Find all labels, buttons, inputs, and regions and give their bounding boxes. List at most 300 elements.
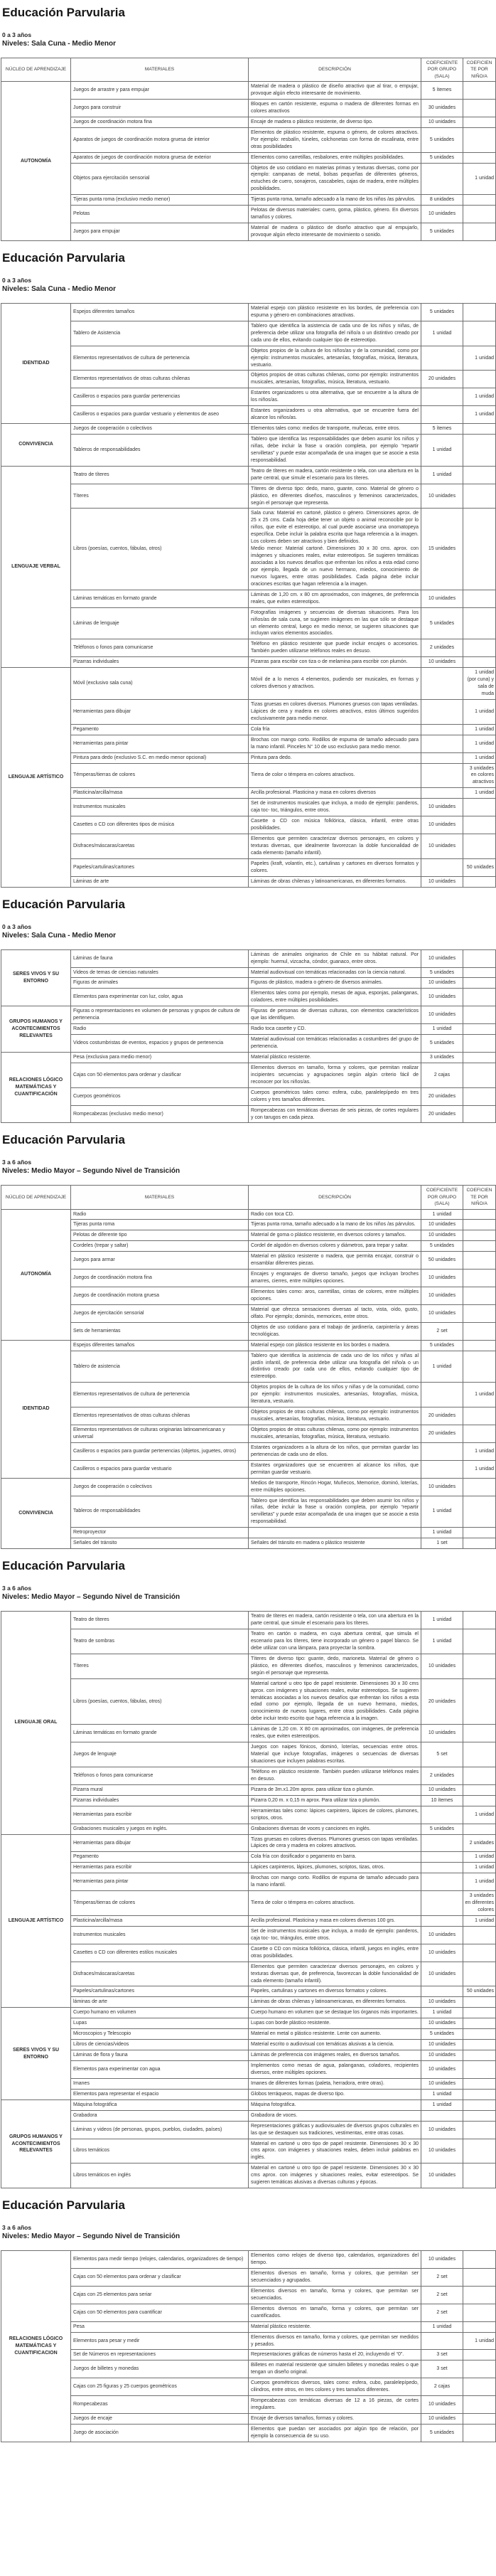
description-cell: Objetos propios de otras culturas chilenas, como por ejemplo: instrumentos musicales, artesanías, fotografías, música, literatura, vestuario.	[249, 371, 421, 388]
per-child-quantity-cell: 1 unidad	[463, 388, 496, 406]
description-cell: Tizas gruesas en colores diversos. Plumones gruesos con tapas ventiladas. Lápices de cera y madera en colores atractivos.	[249, 1834, 421, 1852]
per-group-quantity-cell: 1 unidad	[421, 435, 463, 467]
table-row	[1, 2350, 496, 2361]
nucleo-cell: LENGUAJE ARTÍSTICO	[1, 668, 71, 887]
per-child-quantity-cell	[463, 2396, 496, 2414]
table-row	[1, 1629, 496, 1654]
per-group-quantity-cell: 5 ítemes	[421, 82, 463, 100]
per-group-quantity-cell: 20 unidades	[421, 1407, 463, 1425]
per-group-quantity-cell: 10 unidades	[421, 1725, 463, 1742]
material-cell: Libros (poesías, cuentos, fábulas, otros)	[71, 509, 249, 590]
description-cell: Títeres de diverso tipo: dedo, mano, guante, cono. Material de género o plástico, en diferentes diseños, masculinos y femeninos caracterizados, según el personaje que representa.	[249, 484, 421, 509]
table-row	[1, 1252, 496, 1270]
per-child-quantity-cell	[463, 1997, 496, 2008]
per-child-quantity-cell	[463, 2099, 496, 2110]
per-group-quantity-cell	[421, 1863, 463, 1873]
per-child-quantity-cell: 1 unidad	[463, 1806, 496, 1824]
per-group-quantity-cell: 1 unidad	[421, 1629, 463, 1654]
description-cell: Elementos que permiten caracterizar diversos personajes, en colores y texturas diversas, que idealmente favorezcan la doble funcionalidad de cada elemento (tamaño infantil).	[249, 834, 421, 859]
material-cell: Señales del tránsito	[71, 1538, 249, 1549]
section-age-range: 0 a 3 años	[2, 922, 32, 930]
per-child-quantity-cell	[463, 2040, 496, 2050]
material-cell: Cordeles (trepar y saltar)	[71, 1241, 249, 1252]
per-group-quantity-cell: 10 unidades	[421, 989, 463, 1006]
description-cell: Tijeras punta roma, tamaño adecuado a la mano de los niños /as párvulos.	[249, 195, 421, 206]
per-group-quantity-cell: 10 unidades	[421, 1220, 463, 1230]
column-header: COEFICIENTE POR NIÑO/A	[463, 1186, 496, 1209]
table-row	[1, 699, 496, 724]
description-cell: Material plástico resistente.	[249, 1052, 421, 1063]
description-cell: Cola fría con dosificador o pegamento en barra.	[249, 1852, 421, 1863]
material-cell: Plasticina/arcilla/masa	[71, 788, 249, 799]
table-row	[1, 152, 496, 163]
material-cell: Papeles/cartulinas/cartones	[71, 1986, 249, 1997]
per-group-quantity-cell: 10 unidades	[421, 2050, 463, 2061]
table-row	[1, 223, 496, 241]
table-row	[1, 1612, 496, 1629]
material-cell: Teatro de títeres	[71, 466, 249, 484]
description-cell: Representaciones gráficas de números hasta el 20, incluyendo el “0”.	[249, 2350, 421, 2361]
table-row	[1, 424, 496, 435]
table-row	[1, 1220, 496, 1230]
description-cell: Tijeras punta roma, tamaño adecuado a la mano de los niños /as párvulos.	[249, 1220, 421, 1230]
per-group-quantity-cell: 3 set	[421, 2361, 463, 2378]
material-cell: Juegos de billetes y monedas	[71, 2361, 249, 2378]
per-child-quantity-cell	[463, 949, 496, 967]
table-row	[1, 1784, 496, 1795]
description-cell: Objetos de uso cotidiano para el trabajo de jardinería, carpintería y áreas tecnológicas.	[249, 1322, 421, 1340]
description-cell: Objetos propios de la cultura de los niños/as y de la comunidad, como por ejemplo: instrumentos musicales, artesanías, fotografías, música, literatura, vestuario.	[249, 346, 421, 371]
per-child-quantity-cell	[463, 2110, 496, 2121]
per-group-quantity-cell	[421, 752, 463, 763]
table-row	[1, 816, 496, 834]
per-group-quantity-cell: 5 unidades	[421, 967, 463, 978]
table-row	[1, 1962, 496, 1986]
nucleo-cell: IDENTIDAD	[1, 1340, 71, 1478]
description-cell: Objetos propios de la cultura de los niños y niñas y de la comunidad, como por ejemplo: instrumentos musicales, artesanías, fotografías, música, literatura, vestuario.	[249, 1383, 421, 1407]
description-cell: Brochas con mango corto. Rodillos de espuma de tamaño adecuado para la mano infantil. Pinceles N° 10 de uso exclusivo para medio menor.	[249, 735, 421, 752]
page-title: Educación Parvularia	[2, 250, 125, 265]
per-child-quantity-cell: 1 unidad	[463, 1442, 496, 1460]
description-cell: Encaje de madera o plástico resistente, de diverso tipo.	[249, 117, 421, 127]
description-cell: Representaciones gráficas y audiovisuales de diversos grupos culturales en las que se destaquen sus tradiciones, vestimentas, entre otras cosas.	[249, 2121, 421, 2139]
nucleo-cell: SERES VIVOS Y SU ENTORNO	[1, 949, 71, 1006]
description-cell: Material cartoné u otro tipo de papel resistente. Dimensiones 30 x 30 cms aprox. con imágenes y situaciones reales, evitar estereotipos. Se sugieren temáticas asociadas a los nuevos desafíos que enfrentan los niños a esta edad como por ejemplo, llegada de un nuevo hermano, miedos, conocimiento de nuevos lugares, entre otras posibilidades. Cada página debe incluir texto escrito que haga referencia a la imagen.	[249, 1678, 421, 1725]
column-header: NÚCLEO DE APRENDIZAJE	[1, 1186, 71, 1209]
description-cell: Rompecabezas con temáticas diversas de 12 a 16 piezas, de cortes irregulares.	[249, 2396, 421, 2414]
table-row	[1, 668, 496, 700]
per-group-quantity-cell: 1 set	[421, 1538, 463, 1549]
material-cell: Tableros de responsabilidades	[71, 1496, 249, 1528]
per-child-quantity-cell	[463, 1035, 496, 1053]
material-cell: Láminas de flora y fauna	[71, 2050, 249, 2061]
material-cell: Témperas/tierras de colores	[71, 763, 249, 788]
per-group-quantity-cell	[421, 724, 463, 735]
table-row	[1, 388, 496, 406]
material-cell: Pesa (exclusiva para medio menor)	[71, 1052, 249, 1063]
description-cell: Implementos como mesas de agua, palanganas, coladores, recipientes diversos, entre múltiples opciones.	[249, 2061, 421, 2079]
per-group-quantity-cell: 10 unidades	[421, 1784, 463, 1795]
per-group-quantity-cell: 3 unidades	[421, 1052, 463, 1063]
per-group-quantity-cell: 5 set	[421, 1742, 463, 1767]
per-child-quantity-cell	[463, 1006, 496, 1024]
description-cell: Estantes organizadores a la altura de los niños, que permitan guardar las pertenencias de cada uno de ellos.	[249, 1442, 421, 1460]
table-row	[1, 2414, 496, 2425]
per-child-quantity-cell: 1 unidad	[463, 752, 496, 763]
table-row	[1, 1873, 496, 1891]
per-child-quantity-cell	[463, 2078, 496, 2089]
per-child-quantity-cell	[463, 1425, 496, 1443]
table-row	[1, 735, 496, 752]
description-cell: Rompecabezas con temáticas diversas de seis piezas, de cortes regulares y con tarugos en cada pieza.	[249, 1105, 421, 1123]
description-cell: Medios de transporte, Rincón Hogar, Muñecos, Memorice, dominó, loterías, entre múltiples opciones.	[249, 1478, 421, 1496]
table-row	[1, 989, 496, 1006]
table-row	[1, 1767, 496, 1784]
material-cell: Elementos representativos de cultura de pertenencia	[71, 346, 249, 371]
material-cell: Tablero de asistencia	[71, 1351, 249, 1383]
per-child-quantity-cell	[463, 657, 496, 668]
per-child-quantity-cell: 1 unidad	[463, 1873, 496, 1891]
nucleo-cell: AUTONOMÍA	[1, 1209, 71, 1340]
per-child-quantity-cell	[463, 2139, 496, 2163]
material-cell: Pesa	[71, 2321, 249, 2332]
description-cell: Elementos diversos en tamaño, forma y colores, que permitan ser medidos y pesados.	[249, 2332, 421, 2350]
description-cell: Cordel de algodón en diversos colores y diámetros, para trepar y saltar.	[249, 1241, 421, 1252]
per-child-quantity-cell	[463, 1629, 496, 1654]
table-row	[1, 321, 496, 346]
per-group-quantity-cell: 10 unidades	[421, 799, 463, 816]
description-cell: Cuerpo humano en volumen que se destaque los órganos más importantes.	[249, 2008, 421, 2018]
table-row	[1, 949, 496, 967]
table-row	[1, 978, 496, 989]
table-row	[1, 1241, 496, 1252]
per-group-quantity-cell	[421, 1460, 463, 1478]
description-cell: Elementos como carretillas, resbalones, entre múltiples posibilidades.	[249, 152, 421, 163]
per-group-quantity-cell: 10 unidades	[421, 1230, 463, 1241]
table-row	[1, 1496, 496, 1528]
description-cell: Objetos propios de otras culturas chilenas, como por ejemplo: instrumentos musicales, artesanías, fotografías, música, literatura, vestuario.	[249, 1425, 421, 1443]
table-row	[1, 1915, 496, 1926]
page-title: Educación Parvularia	[2, 6, 125, 19]
per-group-quantity-cell	[421, 858, 463, 876]
table-row	[1, 2332, 496, 2350]
table-body	[1, 2251, 496, 2442]
per-child-quantity-cell	[463, 1052, 496, 1063]
materials-table	[1, 2250, 496, 2442]
description-cell: Papeles, cartulinas y cartones en diversos formatos y colores.	[249, 1986, 421, 1997]
table-body	[1, 949, 496, 1123]
per-group-quantity-cell: 20 unidades	[421, 1105, 463, 1123]
material-cell: Rompecabezas	[71, 2396, 249, 2414]
material-cell: Pizarras individuales	[71, 657, 249, 668]
per-group-quantity-cell: 10 unidades	[421, 1287, 463, 1305]
per-group-quantity-cell	[421, 668, 463, 700]
per-group-quantity-cell: 10 unidades	[421, 2139, 463, 2163]
material-cell: Pegamento	[71, 724, 249, 735]
per-group-quantity-cell: 10 unidades	[421, 1270, 463, 1287]
per-child-quantity-cell	[463, 2414, 496, 2425]
per-child-quantity-cell	[463, 1241, 496, 1252]
material-cell: Juegos de encaje	[71, 2414, 249, 2425]
per-child-quantity-cell	[463, 127, 496, 152]
table-row	[1, 99, 496, 117]
material-cell: Disfraces/máscaras/caretas	[71, 834, 249, 859]
per-child-quantity-cell	[463, 978, 496, 989]
per-child-quantity-cell	[463, 590, 496, 607]
table-row	[1, 117, 496, 127]
section-age-range: 3 a 6 años	[2, 1585, 32, 1592]
material-cell: Libros (poesías, cuentos, fábulas, otros)	[71, 1678, 249, 1725]
per-child-quantity-cell	[463, 1926, 496, 1944]
per-group-quantity-cell: 10 unidades	[421, 834, 463, 859]
material-cell: Instrumentos musicales	[71, 1926, 249, 1944]
section	[1, 1133, 495, 1549]
per-child-quantity-cell	[463, 2378, 496, 2396]
per-group-quantity-cell	[421, 788, 463, 799]
section-age-range: 0 a 3 años	[2, 31, 32, 38]
section-age-range: 3 a 6 años	[2, 2224, 32, 2232]
material-cell: Herramientas para dibujar	[71, 699, 249, 724]
material-cell: Aparatos de juegos de coordinación motora gruesa de interior	[71, 127, 249, 152]
material-cell: Aparatos de juegos de coordinación motora gruesa de exterior	[71, 152, 249, 163]
table-row	[1, 1270, 496, 1287]
table-row	[1, 1852, 496, 1863]
per-child-quantity-cell: 1 unidad	[463, 406, 496, 424]
table-head	[1, 58, 496, 82]
per-group-quantity-cell: 10 unidades	[421, 2163, 463, 2188]
description-cell: Lupas con borde plástico resistente.	[249, 2018, 421, 2029]
material-cell: Objetos para ejercitación sensorial	[71, 163, 249, 195]
description-cell: Pintura para dedo.	[249, 752, 421, 763]
material-cell: Juegos para empujar	[71, 223, 249, 241]
table-row	[1, 1834, 496, 1852]
material-cell: Casettes o CD con diferentes estilos musicales	[71, 1944, 249, 1962]
section-levels: Niveles: Medio Mayor – Segundo Nivel de Transición	[2, 1167, 180, 1176]
section-levels: Niveles: Medio Mayor – Segundo Nivel de Transición	[2, 1593, 180, 1602]
description-cell: Radio con toca CD.	[249, 1209, 421, 1220]
per-child-quantity-cell	[463, 321, 496, 346]
description-cell: Cuerpos geométricos tales como: esfera, cubo, paralelepípedo en tres colores y tres tamaños diferentes.	[249, 1087, 421, 1105]
per-child-quantity-cell	[463, 152, 496, 163]
per-child-quantity-cell	[463, 816, 496, 834]
per-child-quantity-cell	[463, 484, 496, 509]
per-child-quantity-cell	[463, 195, 496, 206]
material-cell: Juego de asociación	[71, 2424, 249, 2442]
material-cell: Juegos de coordinación motora fina	[71, 117, 249, 127]
material-cell: Elementos representativos de otras culturas chilenas	[71, 371, 249, 388]
per-child-quantity-cell	[463, 1654, 496, 1678]
material-cell: Láminas y videos (de personas, grupos, pueblos, ciudades, países)	[71, 2121, 249, 2139]
material-cell: Cajas con 50 elementos para cuantificar	[71, 2304, 249, 2321]
table-row	[1, 1678, 496, 1725]
per-child-quantity-cell	[463, 223, 496, 241]
per-group-quantity-cell: 10 unidades	[421, 2414, 463, 2425]
table-row	[1, 2424, 496, 2442]
per-child-quantity-cell: 1 unidad (por cuna) y sala de muda	[463, 668, 496, 700]
table-row	[1, 2286, 496, 2304]
table-row	[1, 763, 496, 788]
nucleo-cell: CONVIVENCIA	[1, 1478, 71, 1549]
table-row	[1, 1863, 496, 1873]
per-group-quantity-cell: 5 unidades	[421, 2029, 463, 2040]
per-child-quantity-cell: 1 unidad	[463, 1383, 496, 1407]
per-child-quantity-cell	[463, 2304, 496, 2321]
per-child-quantity-cell: 1 unidad	[463, 699, 496, 724]
material-cell: Libros temáticos	[71, 2139, 249, 2163]
per-group-quantity-cell: 10 unidades	[421, 1478, 463, 1496]
per-group-quantity-cell	[421, 2332, 463, 2350]
material-cell: Láminas de lenguaje	[71, 607, 249, 639]
table-row	[1, 2018, 496, 2029]
per-group-quantity-cell: 5 unidades	[421, 607, 463, 639]
material-cell: Teatro de sombras	[71, 1629, 249, 1654]
description-cell: Tierra de color o témpera en colores atractivos.	[249, 763, 421, 788]
description-cell: Láminas de obras chilenas y latinoamericanas, en diferentes formatos.	[249, 1997, 421, 2008]
nucleo-cell: GRUPOS HUMANOS Y ACONTECIMIENTOS RELEVANTES	[1, 1006, 71, 1053]
section-levels: Niveles: Sala Cuna - Medio Menor	[2, 284, 117, 293]
per-group-quantity-cell: 10 unidades	[421, 1006, 463, 1024]
table-row	[1, 1795, 496, 1806]
description-cell: Material en cartoné u otro tipo de papel resistente. Dimensiones 30 x 30 cms aprox. con imágenes y situaciones reales, evitar estereotipos. Se sugieren temáticas alusivas a diversas culturas y épocas.	[249, 2163, 421, 2188]
section	[1, 2198, 495, 2442]
per-child-quantity-cell	[463, 1784, 496, 1795]
material-cell: Videos costumbristas de eventos, espacios y grupos de pertenencia	[71, 1035, 249, 1053]
per-child-quantity-cell	[463, 2061, 496, 2079]
per-group-quantity-cell	[421, 763, 463, 788]
per-group-quantity-cell: 5 unidades	[421, 223, 463, 241]
table-row	[1, 1035, 496, 1053]
per-child-quantity-cell	[463, 2121, 496, 2139]
description-cell: Casette o CD con música folklórica, clásica, infantil, entre otras posibilidades.	[249, 816, 421, 834]
table-row	[1, 2008, 496, 2018]
material-cell: Juegos de cooperación o colectivos	[71, 424, 249, 435]
per-group-quantity-cell	[421, 735, 463, 752]
per-child-quantity-cell	[463, 1612, 496, 1629]
material-cell: Pelotas de diferente tipo	[71, 1230, 249, 1241]
per-child-quantity-cell	[463, 639, 496, 657]
material-cell: Herramientas para escribir	[71, 1806, 249, 1824]
nucleo-cell: RELACIONES LÓGICO MATEMÁTICAS Y CUANTIFICACIÓN	[1, 1052, 71, 1123]
per-child-quantity-cell: 1 unidad	[463, 2332, 496, 2350]
table-header-row	[1, 1186, 496, 1209]
per-group-quantity-cell	[421, 1852, 463, 1863]
material-cell: Cajas con 25 elementos para seriar	[71, 2286, 249, 2304]
per-group-quantity-cell	[421, 163, 463, 195]
material-cell: Herramientas para pintar	[71, 1873, 249, 1891]
table-row	[1, 1654, 496, 1678]
material-cell: Cuerpos geométricos	[71, 1087, 249, 1105]
table-row	[1, 1024, 496, 1035]
per-group-quantity-cell: 10 unidades	[421, 1944, 463, 1962]
table-row	[1, 1824, 496, 1834]
per-child-quantity-cell: 3 unidades en diferentes colores	[463, 1891, 496, 1916]
table-row	[1, 435, 496, 467]
per-child-quantity-cell	[463, 1087, 496, 1105]
per-child-quantity-cell	[463, 1024, 496, 1035]
material-cell: Espejos diferentes tamaños	[71, 303, 249, 321]
table-head	[1, 1186, 496, 1209]
per-group-quantity-cell: 5 unidades	[421, 303, 463, 321]
material-cell: Herramientas para dibujar	[71, 1834, 249, 1852]
per-group-quantity-cell: 1 unidad	[421, 1024, 463, 1035]
material-cell: Set de Números en representaciones	[71, 2350, 249, 2361]
material-cell: Pelotas	[71, 206, 249, 223]
table-body	[1, 303, 496, 887]
description-cell: Pizarra 0,20 m. x 0,15 m aprox. Para utilizar tiza o plumón.	[249, 1795, 421, 1806]
description-cell: Material en cartoné u otro tipo de papel resistente. Dimensiones 30 x 30 cms aprox. con imágenes y situaciones reales, deben incluir palabras en inglés.	[249, 2139, 421, 2163]
page-title: Educación Parvularia	[2, 897, 125, 911]
material-cell: Herramientas para pintar	[71, 735, 249, 752]
description-cell: Elementos que permiten caracterizar diversos personajes, en colores y texturas diversas que, de preferencia, favorezcan la doble funcionalidad de cada elemento (tamaño infantil).	[249, 1962, 421, 1986]
per-group-quantity-cell	[421, 699, 463, 724]
table-row	[1, 1997, 496, 2008]
per-child-quantity-cell	[463, 2163, 496, 2188]
per-child-quantity-cell	[463, 1478, 496, 1496]
material-cell: Juegos para construir	[71, 99, 249, 117]
description-cell: Material audiovisual con temáticas relacionadas con la ciencia natural.	[249, 967, 421, 978]
per-group-quantity-cell: 10 unidades	[421, 484, 463, 509]
per-group-quantity-cell	[421, 1806, 463, 1824]
material-cell: Juegos de coordinación motora gruesa	[71, 1287, 249, 1305]
table-row	[1, 858, 496, 876]
column-header: COEFICIENTE POR NIÑO/A	[463, 58, 496, 82]
per-child-quantity-cell: 1 unidad	[463, 1852, 496, 1863]
per-group-quantity-cell: 10 unidades	[421, 1962, 463, 1986]
table-row	[1, 1287, 496, 1305]
per-child-quantity-cell	[463, 2361, 496, 2378]
per-child-quantity-cell	[463, 1725, 496, 1742]
section-levels: Niveles: Medio Mayor – Segundo Nivel de Transición	[2, 2232, 180, 2241]
description-cell: Señales del tránsito en madera o plástico resistente	[249, 1538, 421, 1549]
material-cell: Cuerpo humano en volumen	[71, 2008, 249, 2018]
per-child-quantity-cell: 1 unidad	[463, 1460, 496, 1478]
material-cell: Radio	[71, 1209, 249, 1220]
table-row	[1, 1478, 496, 1496]
description-cell: Figuras de personas de diversas culturas, con elementos característicos que las identifiquen.	[249, 1006, 421, 1024]
per-group-quantity-cell: 10 unidades	[421, 2396, 463, 2414]
per-child-quantity-cell	[463, 1063, 496, 1087]
materials-table	[1, 949, 496, 1124]
per-child-quantity-cell	[463, 1304, 496, 1322]
per-group-quantity-cell: 15 unidades	[421, 509, 463, 590]
material-cell: Juegos de arrastre y para empujar	[71, 82, 249, 100]
table-row	[1, 590, 496, 607]
material-cell: Elementos para experimentar con luz, color, agua	[71, 989, 249, 1006]
description-cell: Láminas de animales originarios de Chile en su hábitat natural. Por ejemplo: huemul, vizcacha, cóndor, guanaco, entre otros.	[249, 949, 421, 967]
per-group-quantity-cell: 1 unidad	[421, 466, 463, 484]
description-cell: Láminas de preferencia con imágenes reales, en diversos tamaños.	[249, 2050, 421, 2061]
nucleo-cell: LENGUAJE VERBAL	[1, 466, 71, 667]
per-child-quantity-cell	[463, 1252, 496, 1270]
table-row	[1, 639, 496, 657]
description-cell: Set de instrumentos musicales que incluya, a modo de ejemplo: panderos, caja toc- toc, triángulos, entre otros.	[249, 1926, 421, 1944]
material-cell: Radio	[71, 1024, 249, 1035]
table-row	[1, 195, 496, 206]
per-child-quantity-cell	[463, 1287, 496, 1305]
material-cell: Tablero de Asistencia	[71, 321, 249, 346]
per-group-quantity-cell: 10 unidades	[421, 1304, 463, 1322]
per-child-quantity-cell	[463, 1795, 496, 1806]
per-child-quantity-cell	[463, 303, 496, 321]
material-cell: Videos de temas de ciencias naturales	[71, 967, 249, 978]
per-child-quantity-cell	[463, 1322, 496, 1340]
per-child-quantity-cell	[463, 1407, 496, 1425]
material-cell: Pizarras individuales	[71, 1795, 249, 1806]
materials-table	[1, 303, 496, 888]
per-group-quantity-cell	[421, 388, 463, 406]
description-cell: Material que ofrezca sensaciones diversas al tacto, vista, oído, gusto, olfato. Por ejemplo; dominós, memorices, entre otros.	[249, 1304, 421, 1322]
material-cell: Casilleros o espacios para guardar vestuario	[71, 1460, 249, 1478]
